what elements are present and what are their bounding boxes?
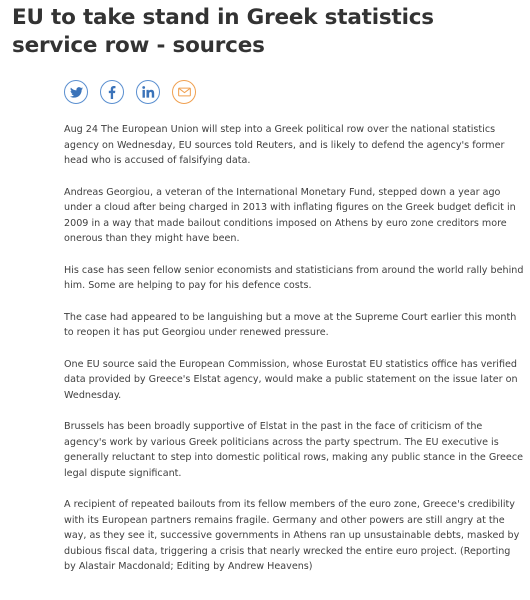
article-body	[64, 122, 524, 591]
share-twitter-button[interactable]	[64, 80, 88, 104]
linkedin-icon	[142, 86, 155, 98]
article-paragraph: Andreas Georgiou, a veteran of the International Monetary Fund, stepped down a year ago under a cloud after being charged in 2013 with inflating figures on the Greek budget deficit in 2009 in a way that made bailout conditions imposed on Athens by euro zone creditors more onerous than they might have been.	[64, 186, 516, 244]
share-bar	[64, 80, 196, 104]
facebook-icon	[108, 86, 116, 99]
article-paragraph: Brussels has been broadly supportive of Elstat in the past in the face of criticism of the agency's work by various Greek politicians across the party spectrum. The EU executive is generally reluctant to step into domestic political rows, making any public stance in the Greece legal dispute significant.	[64, 421, 523, 479]
article-paragraph: The case had appeared to be languishing but a move at the Supreme Court earlier this month to reopen it has put Georgiou under renewed pressure.	[64, 311, 517, 338]
share-linkedin-button[interactable]	[136, 80, 160, 104]
article-paragraph: His case has seen fellow senior economists and statisticians from around the world rally behind him. Some are helping to pay for his defence costs.	[64, 264, 524, 291]
share-email-button[interactable]	[172, 80, 196, 104]
share-facebook-button[interactable]	[100, 80, 124, 104]
article-paragraph: One EU source said the European Commission, whose Eurostat EU statistics office has verified data provided by Greece's Elstat agency, would make a public statement on the issue later on Wednesday.	[64, 358, 518, 401]
article-paragraph: Aug 24 The European Union will step into a Greek political row over the national statistics agency on Wednesday, EU sources told Reuters, and is likely to defend the agency's former head who is accused of falsifying data.	[64, 124, 505, 166]
mail-icon	[178, 87, 191, 97]
article-headline: EU to take stand in Greek statistics service row - sources	[12, 5, 434, 58]
article-paragraph: A recipient of repeated bailouts from its fellow members of the euro zone, Greece's credibility with its European partners remains fragile. Germany and other powers are still angry at the way, as they see it, successive governments in Athens ran up unsustainable debts, masked by dubious fiscal data, triggering a crisis that nearly wrecked the entire euro project. (Reporting by Alastair Macdonald; Editing by Andrew Heavens)	[64, 499, 520, 572]
twitter-icon	[70, 87, 83, 98]
